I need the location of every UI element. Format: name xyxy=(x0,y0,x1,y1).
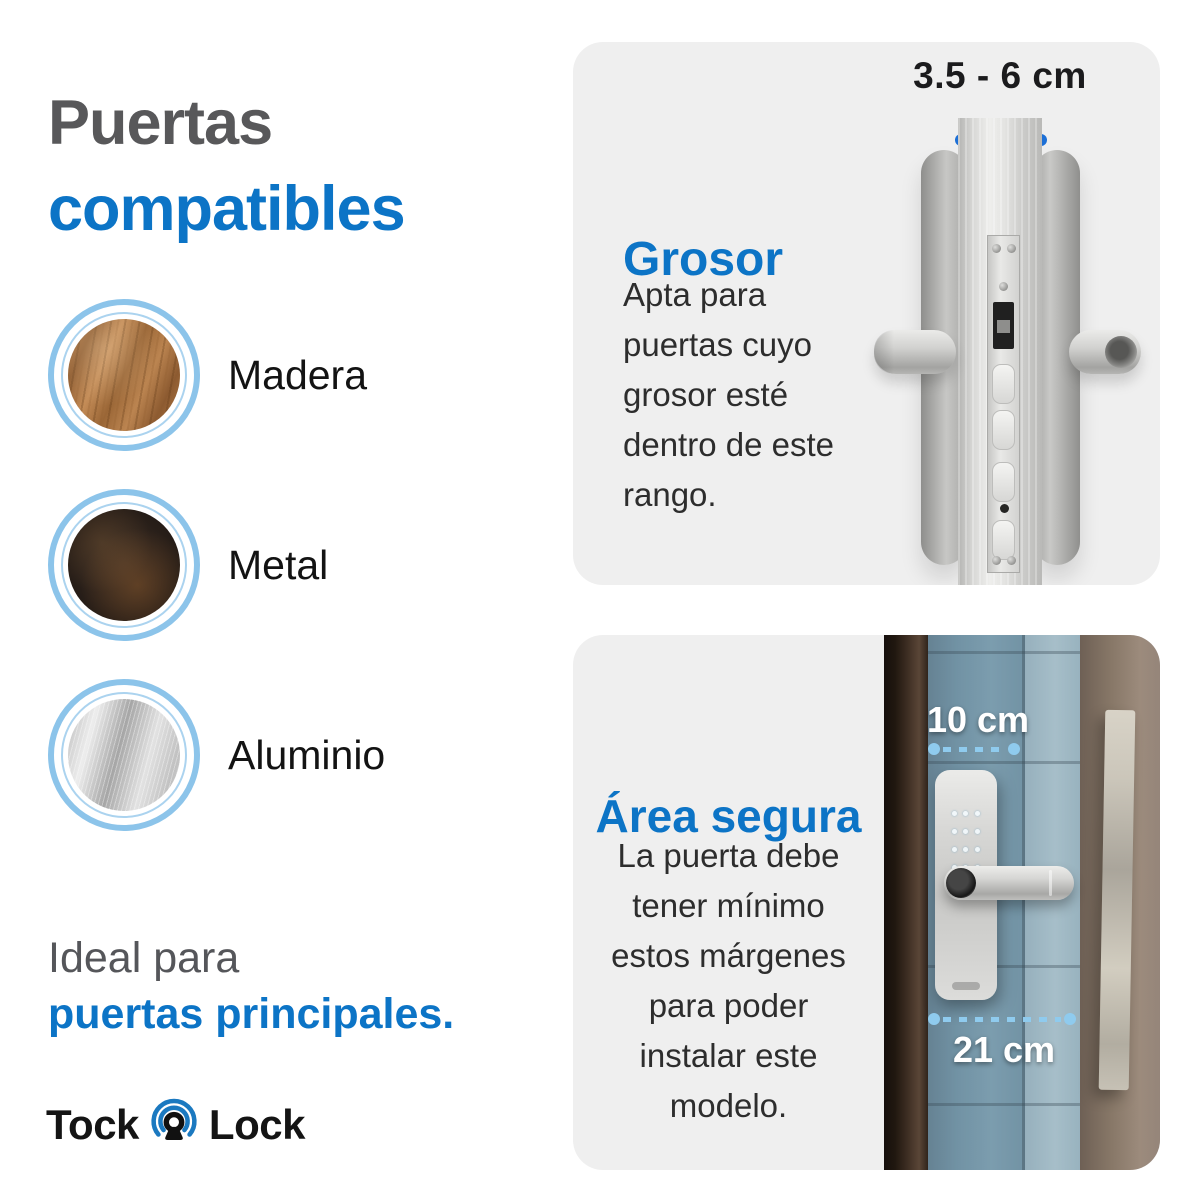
cylinder-hole xyxy=(1000,504,1009,513)
safe-area-heading: Área segura xyxy=(595,790,862,843)
top-margin-dimension-line xyxy=(928,743,1020,755)
material-label: Aluminio xyxy=(228,731,386,778)
screw-icon xyxy=(999,282,1008,291)
page-title xyxy=(48,80,405,252)
screw-icon xyxy=(992,244,1001,253)
screw-icon xyxy=(1007,244,1016,253)
page-title-line1: Puertas xyxy=(48,88,273,159)
brand-logo xyxy=(46,1096,305,1154)
thickness-measurement-label: 3.5 - 6 cm xyxy=(913,55,1087,96)
dashed-line xyxy=(943,747,1005,752)
fingerprint-sensor-icon xyxy=(946,868,976,898)
footer-note xyxy=(48,930,454,1042)
dimension-endpoint-dot xyxy=(928,743,940,755)
material-label: Madera xyxy=(228,351,368,398)
material-row-metal xyxy=(48,489,385,641)
dimension-endpoint-dot xyxy=(1064,1013,1076,1025)
door-photo xyxy=(884,635,1160,1170)
metal-swatch-ring xyxy=(48,489,200,641)
wood-swatch-ring xyxy=(48,299,200,451)
lock-handle-right xyxy=(1069,330,1141,374)
latch-slot xyxy=(993,302,1014,349)
screw-icon xyxy=(992,556,1001,565)
bottom-margin-label: 21 cm xyxy=(952,1029,1056,1070)
material-row-madera xyxy=(48,299,385,451)
lock-brand-badge xyxy=(952,982,980,990)
page-title-line2: compatibles xyxy=(48,174,405,245)
material-row-aluminio xyxy=(48,679,385,831)
aluminum-swatch-icon xyxy=(68,699,180,811)
brand-word-lock: Lock xyxy=(208,1101,305,1148)
deadbolt xyxy=(992,520,1015,560)
deadbolt xyxy=(992,410,1015,450)
lock-faceplate xyxy=(987,235,1020,573)
keyhole-signal-icon xyxy=(145,1096,203,1154)
dashed-line xyxy=(943,1017,1061,1022)
thickness-body-text: Apta para puertas cuyo grosor esté dentro de este rango. xyxy=(623,276,834,513)
thickness-card xyxy=(573,42,1160,585)
top-margin-label: 10 cm xyxy=(926,699,1030,740)
safe-area-body-text: La puerta debe tener mínimo estos márgenes para poder instalar este modelo. xyxy=(611,837,846,1124)
screw-icon xyxy=(1007,556,1016,565)
safe-area-card xyxy=(573,635,1160,1170)
materials-list xyxy=(48,299,385,869)
dimension-endpoint-dot xyxy=(928,1013,940,1025)
footer-note-line2: puertas principales. xyxy=(48,990,455,1038)
material-label: Metal xyxy=(228,541,329,588)
aluminum-swatch-ring xyxy=(48,679,200,831)
deadbolt xyxy=(992,364,1015,404)
deadbolt xyxy=(992,462,1015,502)
bottom-margin-dimension-line xyxy=(928,1013,1076,1025)
dimension-endpoint-dot xyxy=(1008,743,1020,755)
brand-word-tock: Tock xyxy=(46,1101,139,1148)
metal-swatch-icon xyxy=(68,509,180,621)
thickness-heading: Grosor xyxy=(623,232,784,286)
lock-handle-left xyxy=(874,330,956,374)
wood-swatch-icon xyxy=(68,319,180,431)
footer-note-line1: Ideal para xyxy=(48,934,240,982)
